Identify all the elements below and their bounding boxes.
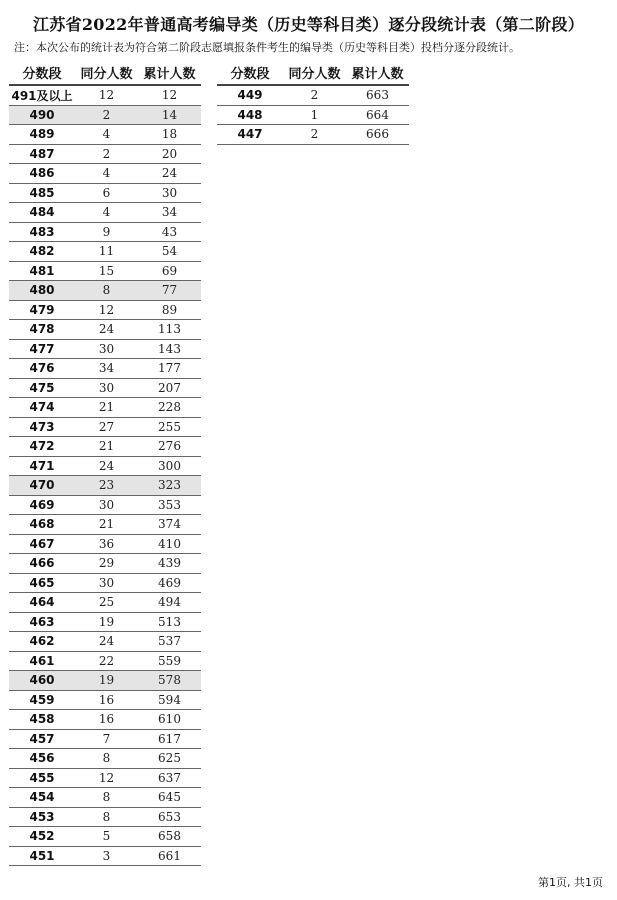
cumulative-cell: 664 — [346, 105, 409, 125]
table-row — [9, 534, 201, 554]
score-cell: 464 — [9, 593, 75, 613]
count-cell: 1 — [283, 105, 346, 125]
score-cell: 465 — [9, 573, 75, 593]
count-cell: 25 — [75, 593, 138, 613]
count-cell: 24 — [75, 456, 138, 476]
table-row — [9, 768, 201, 788]
table-row — [9, 554, 201, 574]
cumulative-cell: 30 — [138, 183, 201, 203]
table-row — [9, 378, 201, 398]
table-row — [9, 651, 201, 671]
score-cell: 460 — [9, 671, 75, 691]
page-title: 江苏省2022年普通高考编导类（历史等科目类）逐分段统计表（第二阶段） — [32, 15, 585, 34]
table-row — [9, 417, 201, 437]
score-cell: 475 — [9, 378, 75, 398]
count-cell: 15 — [75, 261, 138, 281]
table-row — [9, 749, 201, 769]
score-cell: 448 — [217, 105, 283, 125]
cumulative-cell: 43 — [138, 222, 201, 242]
cumulative-cell: 494 — [138, 593, 201, 613]
score-cell: 481 — [9, 261, 75, 281]
cumulative-cell: 617 — [138, 729, 201, 749]
table-row — [9, 515, 201, 535]
score-cell: 472 — [9, 437, 75, 457]
score-cell: 462 — [9, 632, 75, 652]
score-cell: 487 — [9, 144, 75, 164]
score-cell: 483 — [9, 222, 75, 242]
count-cell: 12 — [75, 768, 138, 788]
table-row — [9, 222, 201, 242]
cumulative-cell: 300 — [138, 456, 201, 476]
table-header-row — [217, 60, 409, 85]
count-cell: 30 — [75, 378, 138, 398]
count-cell: 19 — [75, 671, 138, 691]
score-cell: 455 — [9, 768, 75, 788]
cumulative-cell: 513 — [138, 612, 201, 632]
count-cell: 5 — [75, 827, 138, 847]
count-cell: 9 — [75, 222, 138, 242]
table-row — [9, 846, 201, 866]
score-cell: 452 — [9, 827, 75, 847]
count-cell: 21 — [75, 398, 138, 418]
table-row — [9, 183, 201, 203]
cumulative-cell: 469 — [138, 573, 201, 593]
score-cell: 470 — [9, 476, 75, 496]
cumulative-cell: 24 — [138, 164, 201, 184]
count-cell: 12 — [75, 85, 138, 105]
cumulative-cell: 89 — [138, 300, 201, 320]
count-cell: 21 — [75, 437, 138, 457]
count-cell: 6 — [75, 183, 138, 203]
score-cell: 471 — [9, 456, 75, 476]
table-row — [9, 632, 201, 652]
score-cell: 467 — [9, 534, 75, 554]
table-row — [217, 85, 409, 105]
score-cell: 476 — [9, 359, 75, 379]
count-cell: 2 — [75, 105, 138, 125]
cumulative-cell: 54 — [138, 242, 201, 262]
table-row — [9, 612, 201, 632]
score-cell: 469 — [9, 495, 75, 515]
score-cell: 491及以上 — [9, 85, 75, 105]
score-cell: 454 — [9, 788, 75, 808]
cumulative-cell: 625 — [138, 749, 201, 769]
cumulative-cell: 410 — [138, 534, 201, 554]
table-row — [9, 339, 201, 359]
cumulative-cell: 653 — [138, 807, 201, 827]
score-cell: 480 — [9, 281, 75, 301]
cumulative-cell: 637 — [138, 768, 201, 788]
table-row — [9, 573, 201, 593]
header-score-segment: 分数段 — [217, 60, 283, 85]
score-cell: 458 — [9, 710, 75, 730]
score-cell: 490 — [9, 105, 75, 125]
count-cell: 4 — [75, 125, 138, 145]
score-cell: 451 — [9, 846, 75, 866]
score-cell: 453 — [9, 807, 75, 827]
score-cell: 468 — [9, 515, 75, 535]
table-row — [9, 788, 201, 808]
count-cell: 34 — [75, 359, 138, 379]
cumulative-cell: 255 — [138, 417, 201, 437]
cumulative-cell: 14 — [138, 105, 201, 125]
cumulative-cell: 663 — [346, 85, 409, 105]
table-row — [9, 398, 201, 418]
count-cell: 2 — [283, 85, 346, 105]
table-row — [9, 729, 201, 749]
header-same-score-count: 同分人数 — [283, 60, 346, 85]
table-row — [9, 476, 201, 496]
score-cell: 459 — [9, 690, 75, 710]
count-cell: 16 — [75, 710, 138, 730]
count-cell: 21 — [75, 515, 138, 535]
table-header-row — [9, 60, 201, 85]
cumulative-cell: 374 — [138, 515, 201, 535]
cumulative-cell: 610 — [138, 710, 201, 730]
count-cell: 2 — [75, 144, 138, 164]
count-cell: 16 — [75, 690, 138, 710]
score-cell: 479 — [9, 300, 75, 320]
cumulative-cell: 559 — [138, 651, 201, 671]
table-row — [9, 495, 201, 515]
count-cell: 22 — [75, 651, 138, 671]
page-number: 第1页, 共1页 — [538, 876, 603, 889]
count-cell: 24 — [75, 632, 138, 652]
score-cell: 461 — [9, 651, 75, 671]
score-cell: 484 — [9, 203, 75, 223]
count-cell: 3 — [75, 846, 138, 866]
cumulative-cell: 228 — [138, 398, 201, 418]
count-cell: 19 — [75, 612, 138, 632]
score-cell: 463 — [9, 612, 75, 632]
score-cell: 482 — [9, 242, 75, 262]
count-cell: 29 — [75, 554, 138, 574]
header-cumulative-count: 累计人数 — [346, 60, 409, 85]
table-row — [9, 827, 201, 847]
cumulative-cell: 439 — [138, 554, 201, 574]
score-cell: 466 — [9, 554, 75, 574]
table-row — [9, 593, 201, 613]
table-row — [217, 125, 409, 145]
score-cell: 489 — [9, 125, 75, 145]
count-cell: 8 — [75, 749, 138, 769]
cumulative-cell: 276 — [138, 437, 201, 457]
header-cumulative-count: 累计人数 — [138, 60, 201, 85]
cumulative-cell: 645 — [138, 788, 201, 808]
table-row — [9, 300, 201, 320]
score-cell: 457 — [9, 729, 75, 749]
score-cell: 486 — [9, 164, 75, 184]
table-row — [9, 690, 201, 710]
header-score-segment: 分数段 — [9, 60, 75, 85]
score-cell: 477 — [9, 339, 75, 359]
count-cell: 30 — [75, 339, 138, 359]
table-row — [9, 320, 201, 340]
table-row — [9, 359, 201, 379]
table-row — [9, 281, 201, 301]
count-cell: 8 — [75, 281, 138, 301]
cumulative-cell: 18 — [138, 125, 201, 145]
table-row — [9, 85, 201, 105]
cumulative-cell: 34 — [138, 203, 201, 223]
table-row — [9, 261, 201, 281]
cumulative-cell: 12 — [138, 85, 201, 105]
score-cell: 447 — [217, 125, 283, 145]
cumulative-cell: 20 — [138, 144, 201, 164]
table-row — [9, 437, 201, 457]
cumulative-cell: 207 — [138, 378, 201, 398]
count-cell: 30 — [75, 495, 138, 515]
cumulative-cell: 177 — [138, 359, 201, 379]
table-row — [9, 144, 201, 164]
cumulative-cell: 661 — [138, 846, 201, 866]
count-cell: 4 — [75, 203, 138, 223]
score-cell: 474 — [9, 398, 75, 418]
count-cell: 12 — [75, 300, 138, 320]
table-row — [9, 203, 201, 223]
table-row — [9, 105, 201, 125]
score-table-left — [9, 60, 201, 866]
cumulative-cell: 666 — [346, 125, 409, 145]
score-cell: 473 — [9, 417, 75, 437]
table-row — [9, 807, 201, 827]
cumulative-cell: 69 — [138, 261, 201, 281]
table-row — [9, 671, 201, 691]
cumulative-cell: 353 — [138, 495, 201, 515]
count-cell: 27 — [75, 417, 138, 437]
score-cell: 449 — [217, 85, 283, 105]
count-cell: 30 — [75, 573, 138, 593]
count-cell: 4 — [75, 164, 138, 184]
count-cell: 11 — [75, 242, 138, 262]
cumulative-cell: 578 — [138, 671, 201, 691]
score-cell: 478 — [9, 320, 75, 340]
table-row — [9, 125, 201, 145]
table-note: 注：本次公布的统计表为符合第二阶段志愿填报条件考生的编导类（历史等科目类）投档分逐分段统计。 — [14, 41, 520, 54]
score-table-right — [217, 60, 409, 145]
cumulative-cell: 594 — [138, 690, 201, 710]
cumulative-cell: 537 — [138, 632, 201, 652]
cumulative-cell: 323 — [138, 476, 201, 496]
cumulative-cell: 113 — [138, 320, 201, 340]
table-row — [9, 456, 201, 476]
count-cell: 8 — [75, 807, 138, 827]
table-row — [9, 242, 201, 262]
count-cell: 8 — [75, 788, 138, 808]
cumulative-cell: 658 — [138, 827, 201, 847]
table-row — [9, 710, 201, 730]
count-cell: 24 — [75, 320, 138, 340]
count-cell: 36 — [75, 534, 138, 554]
table-row — [217, 105, 409, 125]
table-row — [9, 164, 201, 184]
count-cell: 7 — [75, 729, 138, 749]
cumulative-cell: 77 — [138, 281, 201, 301]
score-cell: 485 — [9, 183, 75, 203]
cumulative-cell: 143 — [138, 339, 201, 359]
count-cell: 2 — [283, 125, 346, 145]
count-cell: 23 — [75, 476, 138, 496]
header-same-score-count: 同分人数 — [75, 60, 138, 85]
score-cell: 456 — [9, 749, 75, 769]
